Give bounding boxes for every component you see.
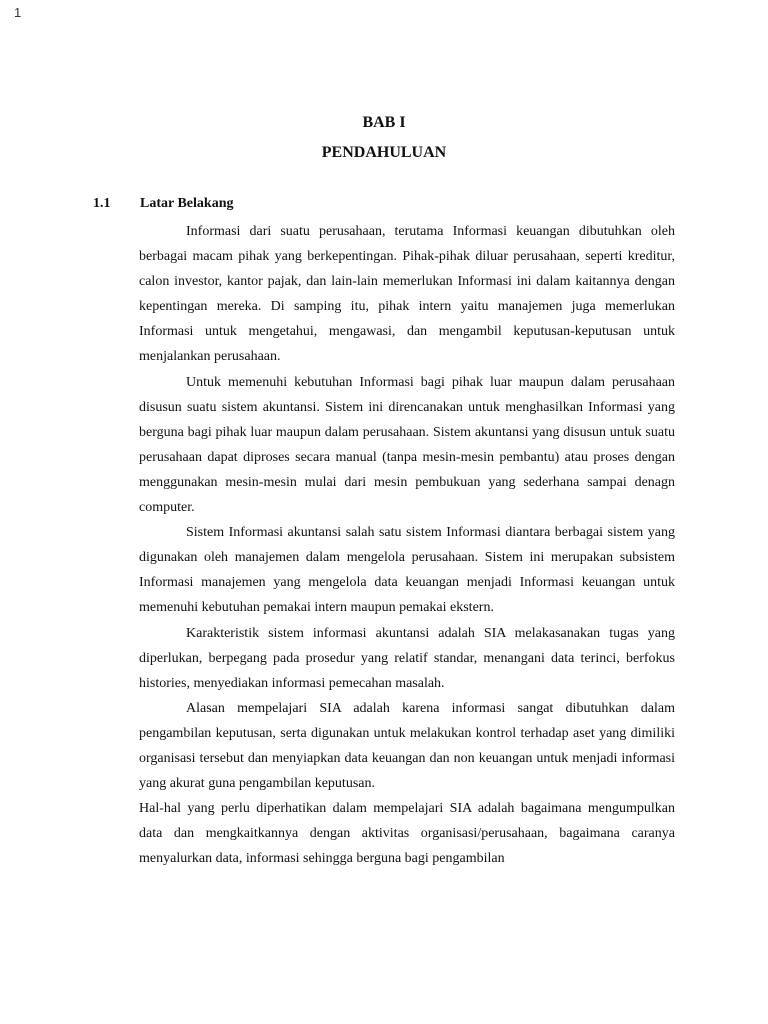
paragraph: Karakteristik sistem informasi akuntansi adalah SIA melakasanakan tugas yang diperlukan, berpegang pada prosedur yang relatif standar, menangani data terinci, berfokus histories, menyediakan informasi pemecahan masalah. [139, 625, 675, 691]
paragraph: Hal-hal yang perlu diperhatikan dalam mempelajari SIA adalah bagaimana mengumpulkan data dan mengkaitkannya dengan aktivitas organisasi/perusahaan, bagaimana caranya menyalurkan data, informasi sehingga berguna bagi pengambilan [139, 801, 675, 867]
page-number: 1 [14, 5, 22, 20]
section-title: Latar Belakang [140, 196, 234, 211]
body-text [139, 219, 675, 871]
section-heading [93, 194, 233, 214]
paragraph: Sistem Informasi akuntansi salah satu sistem Informasi diantara berbagai sistem yang digunakan oleh manajemen dalam mengelola perusahaan. Sistem ini merupakan subsistem Informasi manajemen yang mengelola data keuangan menjadi Informasi keuangan untuk memenuhi kebutuhan pemakai intern maupun pemakai ekstern. [139, 525, 675, 616]
paragraph: Alasan mempelajari SIA adalah karena informasi sangat dibutuhkan dalam pengambilan keputusan, serta digunakan untuk melakukan kontrol terhadap aset yang dimiliki organisasi tersebut dan menyiapkan data keuangan dan non keuangan untuk menjadi informasi yang akurat guna pengambilan keputusan. [139, 700, 675, 792]
paragraph: Untuk memenuhi kebutuhan Informasi bagi pihak luar maupun dalam perusahaan disusun suatu sistem akuntansi. Sistem ini direncanakan untuk menghasilkan Informasi yang berguna bagi pihak luar maupun dalam perusahaan. Sistem akuntansi yang disusun untuk suatu perusahaan dapat diproses secara manual (tanpa mesin-mesin pembantu) atau proses dengan menggunakan mesin-mesin mulai dari mesin pembukuan yang sederhana sampai denagn computer. [139, 374, 675, 516]
section-number: 1.1 [93, 196, 111, 211]
paragraph: Informasi dari suatu perusahaan, terutama Informasi keuangan dibutuhkan oleh berbagai macam pihak yang berkepentingan. Pihak-pihak diluar perusahaan, seperti kreditur, calon investor, kantor pajak, dan lain-lain memerlukan Informasi ini dalam kaitannya dengan kepentingan mereka. Di samping itu, pihak intern yaitu manajemen juga memerlukan Informasi untuk mengetahui, mengawasi, dan mengambil keputusan-keputusan untuk menjalankan perusahaan. [139, 224, 675, 365]
chapter-label: BAB I [362, 114, 406, 131]
chapter-title: PENDAHULUAN [321, 144, 447, 161]
